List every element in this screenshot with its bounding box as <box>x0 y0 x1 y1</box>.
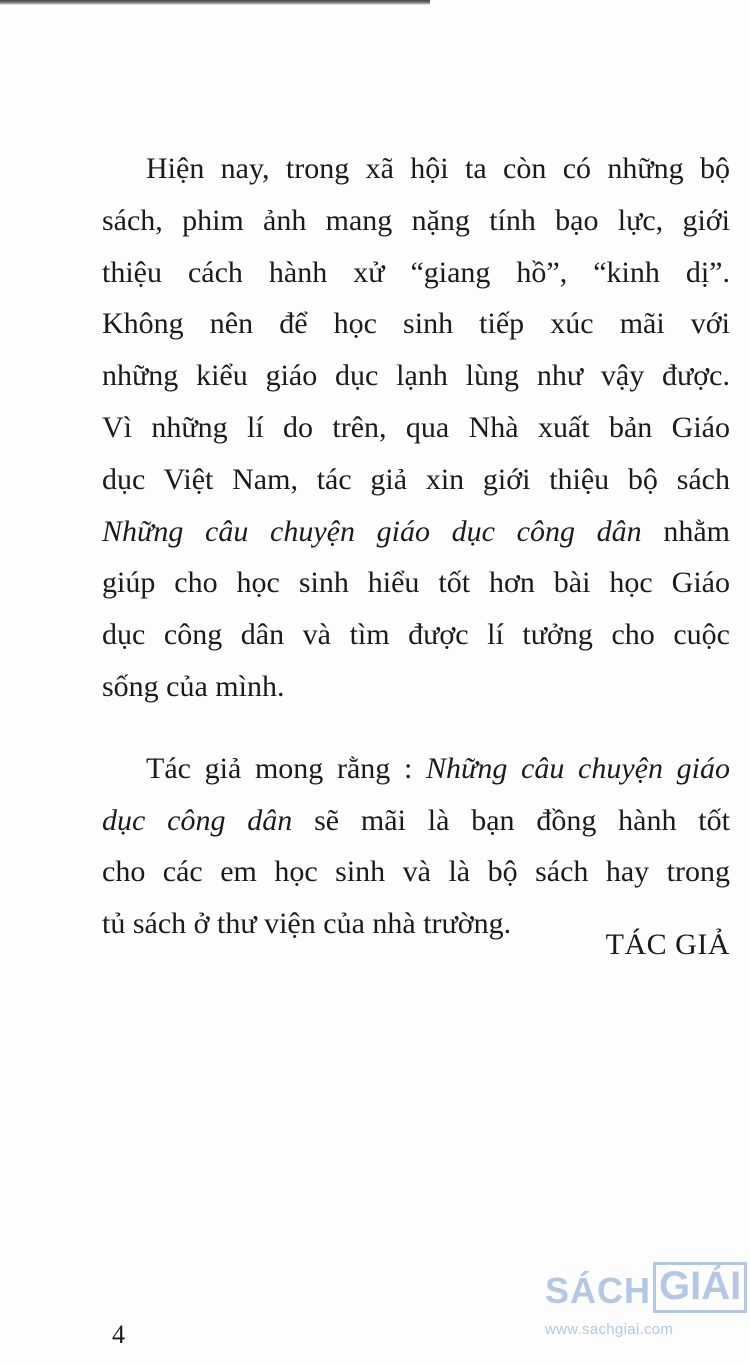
text-line: thiệu cách hành xử “giang hồ”, “kinh dị”. <box>102 255 730 289</box>
author-signature: TÁC GIẢ <box>605 928 730 961</box>
text-fragment: nhằm <box>641 514 730 548</box>
book-title: Những câu chuyện giáo dục công dân <box>102 514 642 548</box>
text-line: Vì những lí do trên, qua Nhà xuất bản Giáo <box>102 410 730 444</box>
watermark-logo <box>545 1262 745 1362</box>
text-line: sách, phim ảnh mang nặng tính bạo lực, giới <box>102 203 730 237</box>
text-line: sống của mình. <box>102 669 285 703</box>
text-line: những kiểu giáo dục lạnh lùng như vậy được. <box>102 359 730 393</box>
text-line <box>102 506 730 558</box>
watermark-boxed-word: GIẢI <box>653 1262 747 1313</box>
body-text <box>102 143 730 950</box>
text-line: Hiện nay, trong xã hội ta còn có những bộ <box>146 152 730 185</box>
text-fragment: Tác giả mong rằng : <box>146 751 426 785</box>
text-fragment: sẽ mãi là bạn đồng hành tốt <box>292 803 730 837</box>
paragraph-1 <box>102 143 730 713</box>
text-line: dục công dân và tìm được lí tưởng cho cuộc <box>102 618 730 652</box>
watermark-wordmark <box>545 1262 745 1313</box>
page-number: 4 <box>112 1320 125 1349</box>
page-top-edge <box>0 0 430 5</box>
text-line: giúp cho học sinh hiểu tốt hơn bài học Giáo <box>102 566 730 600</box>
text-line: tủ sách ở thư viện của nhà trường. <box>102 907 512 941</box>
text-line: cho các em học sinh và là bộ sách hay trong <box>102 855 730 889</box>
book-title: Những câu chuyện giáo <box>425 751 730 785</box>
text-line: dục Việt Nam, tác giả xin giới thiệu bộ sách <box>102 462 730 496</box>
text-line: Không nên để học sinh tiếp xúc mãi với <box>102 307 730 341</box>
book-title: dục công dân <box>102 803 293 837</box>
watermark-word: SÁCH <box>545 1270 652 1311</box>
text-line <box>102 743 730 795</box>
watermark-url: www.sachgiai.com <box>545 1321 674 1338</box>
text-line <box>102 795 730 847</box>
paragraph-2 <box>102 743 730 950</box>
